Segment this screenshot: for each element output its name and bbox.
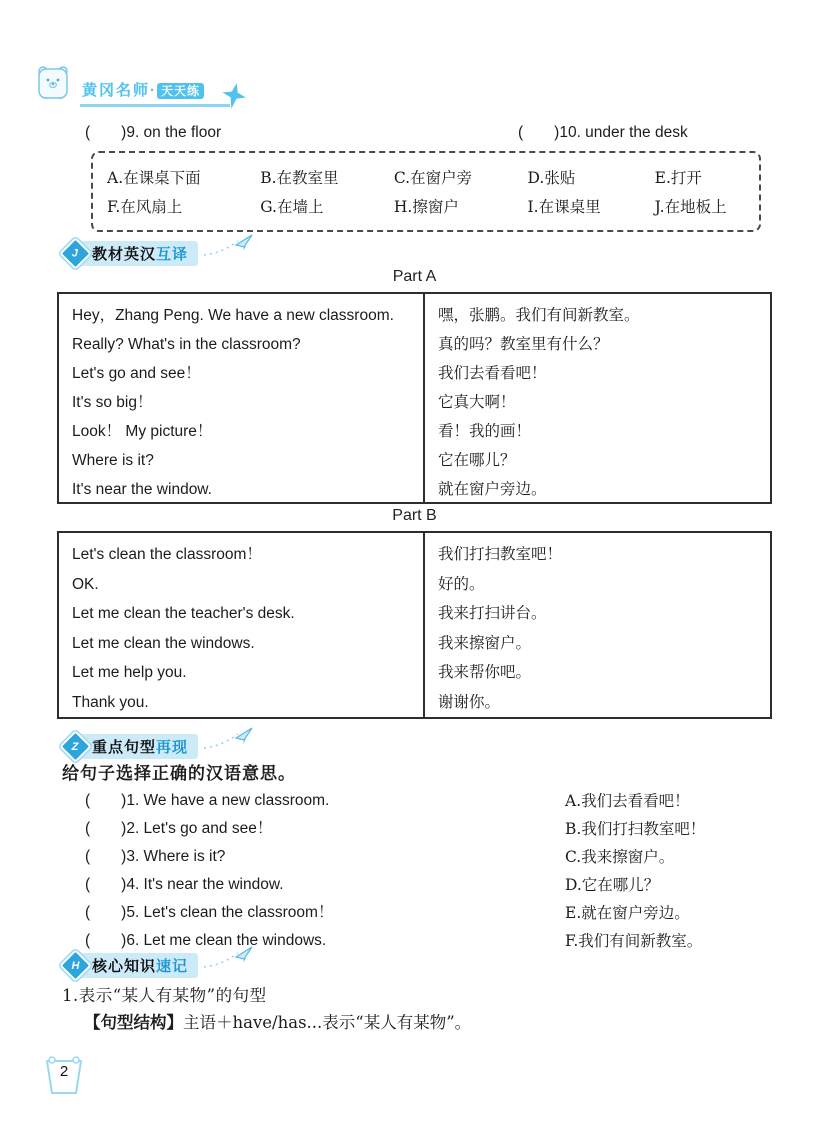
option-c: C.在窗户旁 — [393, 169, 473, 188]
part-a-chinese-column — [425, 294, 770, 502]
brand-header — [36, 64, 230, 107]
section-letter-badge-icon: Z — [59, 730, 92, 763]
option-box — [91, 151, 761, 232]
matching-row — [85, 120, 772, 142]
bear-logo-icon — [36, 64, 70, 107]
section-title: 核心知识 — [92, 958, 157, 975]
exercise-option: B.我们打扫教室吧！ — [565, 820, 706, 838]
dialog-line-zh: 我来帮你吧。 — [438, 663, 532, 681]
dialog-line-en: Let me clean the windows. — [72, 634, 255, 652]
brand-logo-subtext: 天天练 — [157, 83, 204, 99]
part-a-table — [57, 292, 772, 504]
exercise-row — [85, 843, 785, 871]
section-header-knowledge — [71, 953, 198, 978]
option-d: D.张贴 — [527, 169, 576, 188]
dialog-line-zh: 它真大啊！ — [438, 393, 516, 411]
section-header-patterns — [72, 734, 198, 759]
dialog-line-en: It's so big！ — [72, 394, 153, 411]
brand-logo — [80, 79, 230, 107]
exercise-item: ( )1. We have a new classroom. — [85, 792, 330, 809]
section-title-accent: 速记 — [156, 958, 189, 975]
paper-plane-icon — [202, 726, 254, 757]
dialog-line-en: Hey，Zhang Peng. We have a new classroom. — [72, 307, 394, 324]
part-b-label: Part B — [392, 507, 437, 524]
option-i: I.在课桌里 — [527, 197, 601, 216]
section-header-translation — [72, 241, 198, 266]
section-title-accent: 再现 — [156, 739, 189, 756]
exercise-row — [85, 899, 785, 927]
paper-plane-icon — [202, 945, 254, 976]
exercise-option: F.我们有间新教室。 — [565, 932, 703, 950]
dialog-line-zh: 我们去看看吧！ — [438, 364, 547, 382]
exercise-item: ( )4. It's near the window. — [85, 876, 284, 893]
exercise-item: ( )5. Let's clean the classroom！ — [85, 904, 334, 921]
part-b-chinese-column — [425, 533, 770, 717]
matching-item-10: ( )10. under the desk — [518, 124, 688, 141]
exercise-instruction: 给句子选择正确的汉语意思。 — [62, 764, 296, 783]
dialog-line-en: Where is it? — [72, 452, 154, 469]
exercise-item: ( )2. Let's go and see！ — [85, 820, 273, 837]
section-title: 教材英汉 — [92, 246, 157, 263]
dialog-line-zh: 嘿，张鹏。我们有间新教室。 — [438, 306, 640, 324]
knowledge-note-body — [84, 1009, 471, 1033]
exercise-row — [85, 871, 785, 899]
dialog-line-zh: 好的。 — [438, 574, 485, 593]
exercise-row — [85, 927, 785, 955]
dialog-line-en: OK. — [72, 575, 99, 593]
dialog-line-zh: 它在哪儿？ — [438, 451, 516, 469]
dialog-line-en: Let me clean the teacher's desk. — [72, 605, 295, 622]
part-b-english-column — [59, 533, 425, 717]
exercise-row — [85, 815, 785, 843]
dialog-line-zh: 谢谢你。 — [438, 692, 501, 711]
exercise-item: ( )6. Let me clean the windows. — [85, 932, 327, 949]
matching-item-9: ( )9. on the floor — [85, 124, 222, 141]
dialog-line-zh: 真的吗？教室里有什么？ — [438, 335, 609, 353]
option-h: H.擦窗户 — [393, 197, 459, 216]
option-j: J.在地板上 — [654, 197, 727, 216]
exercise-option: C.我来擦窗户。 — [565, 848, 675, 866]
option-e: E.打开 — [654, 169, 702, 188]
dialog-line-en: Let's go and see！ — [72, 365, 201, 382]
dialog-line-zh: 我们打扫教室吧！ — [438, 545, 563, 563]
section-letter-badge-icon: H — [59, 949, 92, 982]
exercise-row — [85, 787, 785, 815]
option-b: B.在教室里 — [260, 169, 339, 188]
exercise-option: E.就在窗户旁边。 — [565, 904, 690, 922]
dialog-line-en: Let me help you. — [72, 664, 187, 681]
dialog-line-zh: 我来打扫讲台。 — [438, 604, 547, 622]
option-f: F.在风扇上 — [107, 197, 183, 216]
dialog-line-en: It's near the window. — [72, 481, 212, 498]
exercise-option: A.我们去看看吧！ — [565, 792, 690, 810]
exercise-item: ( )3. Where is it? — [85, 848, 226, 865]
section-title: 重点句型 — [92, 739, 157, 756]
brand-logo-text: 黄冈名师· — [82, 82, 157, 99]
sparkle-star-icon — [218, 83, 248, 114]
exercise-list — [85, 787, 785, 955]
dialog-line-en: Look！ My picture！ — [72, 423, 213, 440]
option-g: G.在墙上 — [260, 197, 324, 216]
page-number: 2 — [59, 1063, 69, 1080]
dialog-line-en: Really? What's in the classroom? — [72, 336, 301, 353]
dialog-line-en: Let's clean the classroom！ — [72, 546, 262, 563]
part-b-table — [57, 531, 772, 719]
dialog-line-zh: 我来擦窗户。 — [438, 633, 532, 652]
option-a: A.在课桌下面 — [107, 169, 201, 188]
part-a-label: Part A — [392, 268, 437, 285]
page-number-tag — [43, 1054, 85, 1096]
dialog-line-en: Thank you. — [72, 693, 149, 711]
paper-plane-icon — [202, 233, 254, 264]
part-a-english-column — [59, 294, 425, 502]
section-letter-badge-icon: J — [59, 237, 92, 270]
knowledge-note-title: 1.表示“某人有某物”的句型 — [62, 986, 267, 1005]
exercise-option: D.它在哪儿？ — [565, 876, 660, 894]
dialog-line-zh: 就在窗户旁边。 — [438, 480, 547, 498]
knowledge-note-text: 主语＋have/has...表示“某人有某物”。 — [183, 1013, 472, 1032]
knowledge-note-label: 【句型结构】 — [84, 1014, 183, 1032]
dialog-line-zh: 看！我的画！ — [438, 422, 532, 440]
section-title-accent: 互译 — [156, 246, 189, 263]
